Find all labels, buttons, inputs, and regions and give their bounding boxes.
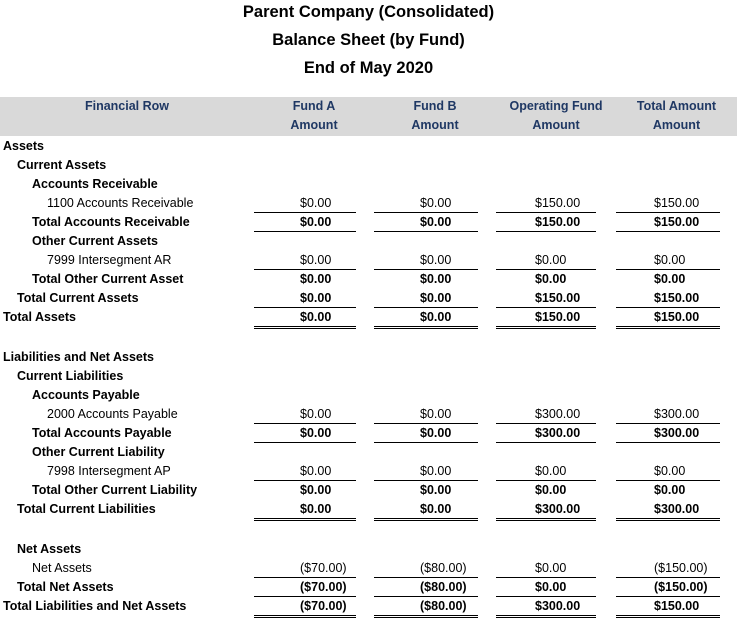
double-underline [496,615,596,618]
row-value: ($70.00) [300,580,347,594]
underline [374,269,478,270]
row-value: $0.00 [300,196,332,210]
row-label: Accounts Payable [32,388,140,402]
row-value: $0.00 [654,464,686,478]
header-total-amount-line2: Amount [652,118,701,132]
row-value: $300.00 [654,407,700,421]
underline [254,307,356,308]
row-value: $300.00 [535,426,581,440]
row-label: Total Liabilities and Net Assets [3,599,187,613]
row-value: $0.00 [420,310,452,324]
table-row [0,270,737,289]
table-row [0,405,737,424]
underline [616,269,720,270]
double-underline [616,326,720,329]
row-label: Total Current Assets [17,291,139,305]
header-fund-a-line1: Fund A [292,99,336,113]
row-value: $0.00 [535,253,567,267]
row-label: Accounts Receivable [32,177,158,191]
row-label: Other Current Liability [32,445,165,459]
row-label: Other Current Assets [32,234,158,248]
row-value: $150.00 [535,310,581,324]
underline [374,442,478,443]
row-value: ($150.00) [654,561,708,575]
underline [496,307,596,308]
row-value: $0.00 [654,483,686,497]
double-underline [374,615,478,618]
row-value: $150.00 [654,291,700,305]
row-value: $300.00 [654,426,700,440]
table-row [0,232,737,251]
double-underline [496,326,596,329]
row-label: Total Current Liabilities [17,502,156,516]
row-value: $0.00 [654,272,686,286]
row-value: $0.00 [420,483,452,497]
row-label: Total Net Assets [17,580,114,594]
row-value: $0.00 [300,426,332,440]
underline [496,480,596,481]
row-value: ($150.00) [654,580,708,594]
header-fund-a-line2: Amount [290,118,338,132]
underline [616,442,720,443]
header-fund-b-line1: Fund B [413,99,457,113]
underline [496,577,596,578]
header-operating-fund-line2: Amount [532,118,580,132]
row-value: $0.00 [535,464,567,478]
row-label: Total Accounts Receivable [32,215,190,229]
report-title: Parent Company (Consolidated) [242,3,495,21]
table-row [0,559,737,578]
header-total-amount-line1: Total Amount [636,99,717,113]
row-value: $300.00 [654,502,700,516]
row-value: $0.00 [535,272,567,286]
header-total-amount [616,97,737,136]
row-label: Net Assets [17,542,82,556]
row-value: $0.00 [300,291,332,305]
row-value: $150.00 [535,196,581,210]
report-subtitle: Balance Sheet (by Fund) [272,31,465,49]
row-value: $0.00 [300,483,332,497]
row-label: 2000 Accounts Payable [47,407,178,421]
underline [374,307,478,308]
row-value: $300.00 [535,407,581,421]
underline [616,577,720,578]
row-value: $0.00 [300,310,332,324]
row-value: ($80.00) [420,580,467,594]
row-value: $150.00 [535,291,581,305]
row-label: Total Assets [3,310,76,324]
table-row [0,424,737,443]
underline [254,269,356,270]
underline [374,480,478,481]
row-label: Total Other Current Asset [32,272,184,286]
table-row [0,308,737,327]
table-row [0,194,737,213]
row-value: $0.00 [420,502,452,516]
row-value: $0.00 [300,502,332,516]
double-underline [616,518,720,521]
row-value: $0.00 [420,215,452,229]
row-label: Liabilities and Net Assets [3,350,154,364]
header-fund-b [374,97,496,136]
table-header [0,97,737,136]
row-label: Total Accounts Payable [32,426,172,440]
underline [374,577,478,578]
double-underline [254,518,356,521]
row-value: $0.00 [420,407,452,421]
row-value: $0.00 [420,291,452,305]
row-value: $0.00 [654,253,686,267]
underline [496,212,596,213]
underline [496,269,596,270]
row-label: 7998 Intersegment AP [47,464,171,478]
table-row [0,348,737,367]
row-label: Assets [3,139,44,153]
row-value: $0.00 [300,272,332,286]
header-financial-row-label: Financial Row [84,99,170,113]
row-label: Current Assets [17,158,107,172]
row-value: $0.00 [300,464,332,478]
row-label: Current Liabilities [17,369,124,383]
underline [374,423,478,424]
table-row [0,386,737,405]
table-row [0,156,737,175]
double-underline [496,518,596,521]
table-row [0,462,737,481]
underline [254,442,356,443]
underline [254,480,356,481]
table-row [0,500,737,519]
underline [496,596,596,597]
row-value: $0.00 [420,196,452,210]
table-row [0,481,737,500]
table-row [0,578,737,597]
row-value: $0.00 [300,253,332,267]
header-financial-row [0,97,254,136]
underline [616,231,720,232]
row-value: $300.00 [535,599,581,613]
row-value: ($80.00) [420,599,467,613]
row-label: 7999 Intersegment AR [47,253,172,267]
underline [616,480,720,481]
underline [254,231,356,232]
row-value: $0.00 [420,464,452,478]
underline [616,307,720,308]
table-row [0,289,737,308]
table-row [0,540,737,559]
report-period: End of May 2020 [303,59,434,77]
row-value: $0.00 [420,426,452,440]
row-value: ($70.00) [300,599,347,613]
table-row [0,137,737,156]
underline [616,596,720,597]
underline [254,596,356,597]
row-value: $0.00 [535,580,567,594]
underline [616,212,720,213]
header-operating-fund-line1: Operating Fund [509,99,603,113]
double-underline [254,615,356,618]
double-underline [616,615,720,618]
row-value: $150.00 [654,599,700,613]
underline [374,212,478,213]
row-value: $0.00 [535,561,567,575]
underline [254,423,356,424]
underline [254,577,356,578]
header-fund-a [254,97,374,136]
row-value: $0.00 [420,253,452,267]
underline [254,212,356,213]
double-underline [374,518,478,521]
header-operating-fund [496,97,616,136]
row-label: 1100 Accounts Receivable [47,196,194,210]
table-row [0,367,737,386]
row-value: $0.00 [535,483,567,497]
header-fund-b-line2: Amount [411,118,459,132]
row-value: $150.00 [535,215,581,229]
table-row [0,597,737,616]
row-value: $150.00 [654,310,700,324]
report-title-block [0,0,737,82]
row-value: $0.00 [420,272,452,286]
table-row [0,213,737,232]
underline [496,231,596,232]
row-value: $150.00 [654,196,700,210]
row-value: $150.00 [654,215,700,229]
underline [374,231,478,232]
double-underline [254,326,356,329]
double-underline [374,326,478,329]
row-value: $300.00 [535,502,581,516]
row-label: Net Assets [32,561,92,575]
underline [496,442,596,443]
row-value: $0.00 [300,407,332,421]
table-row [0,251,737,270]
row-value: ($80.00) [420,561,467,575]
row-label: Total Other Current Liability [32,483,198,497]
row-value: $0.00 [300,215,332,229]
underline [496,423,596,424]
row-value: ($70.00) [300,561,347,575]
table-row [0,443,737,462]
table-row [0,175,737,194]
underline [616,423,720,424]
underline [374,596,478,597]
